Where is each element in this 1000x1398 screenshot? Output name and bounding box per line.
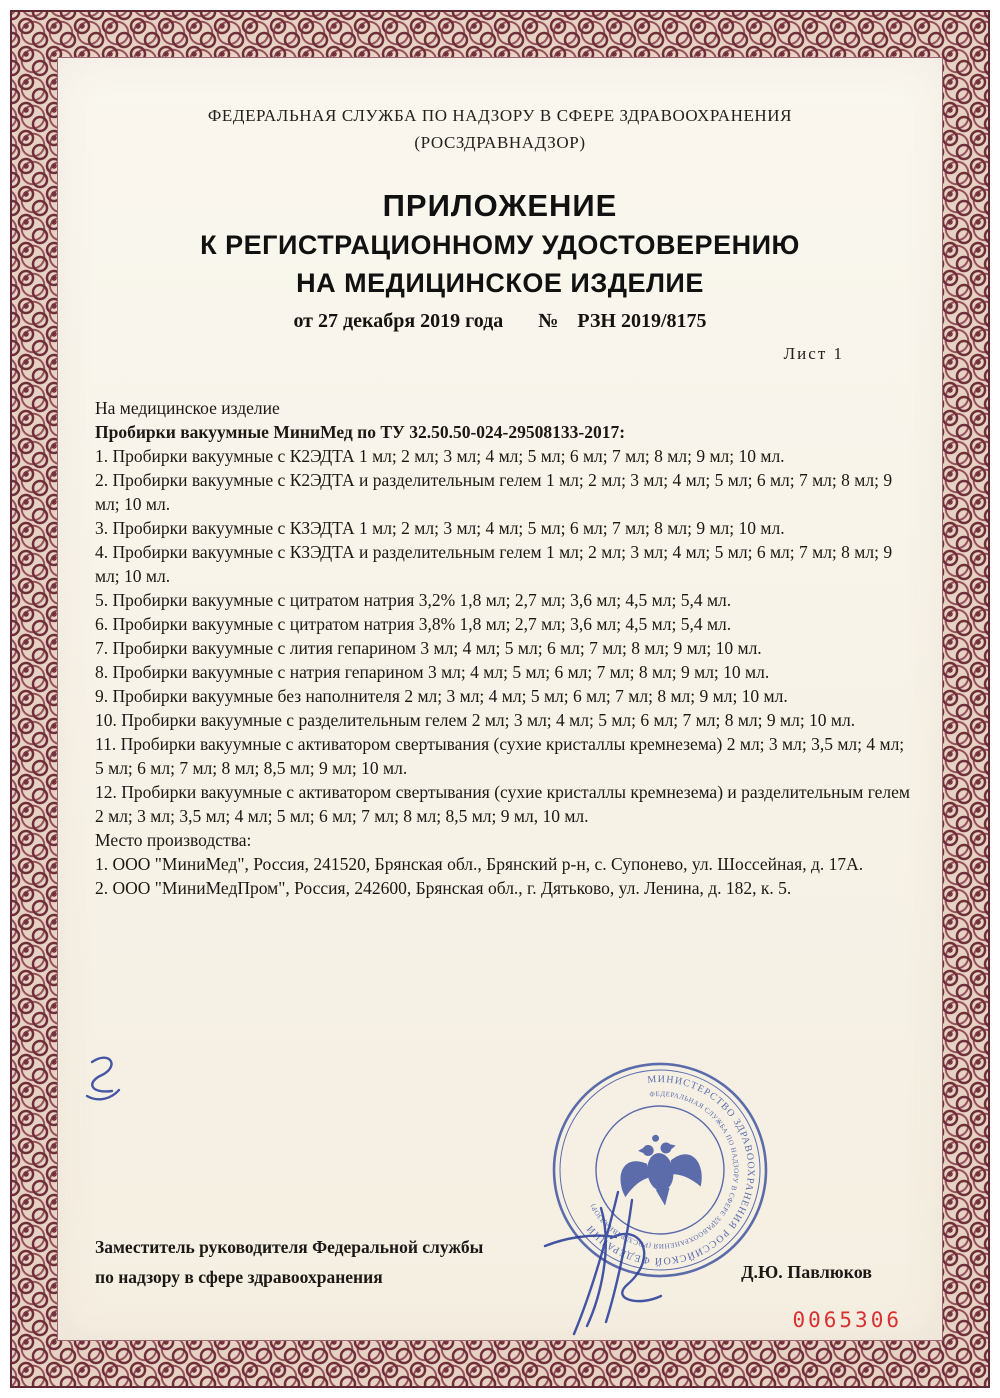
authority-short-name: (РОСЗДРАВНАДЗОР) [414,133,586,152]
signatory-name: Д.Ю. Павлюков [741,1262,872,1282]
document-body [95,396,910,900]
number-sign: № [538,310,559,332]
product-item: 2. Пробирки вакуумные с К2ЭДТА и разделительным гелем 1 мл; 2 мл; 3 мл; 4 мл; 5 мл; 6 мл; 7 мл; 8 мл; 9 мл; 10 мл. [95,470,893,514]
title-line-3: НА МЕДИЦИНСКОЕ ИЗДЕЛИЕ [296,268,704,298]
product-item: 5. Пробирки вакуумные с цитратом натрия 3,2% 1,8 мл; 2,7 мл; 3,6 мл; 4,5 мл; 5,4 мл. [95,590,732,610]
product-item: 9. Пробирки вакуумные без наполнителя 2 мл; 3 мл; 4 мл; 5 мл; 6 мл; 7 мл; 8 мл; 9 мл; 10 мл. [95,686,788,706]
production-label: Место производства: [95,830,252,850]
registration-meta [58,310,942,333]
product-item: 4. Пробирки вакуумные с КЗЭДТА и разделительным гелем 1 мл; 2 мл; 3 мл; 4 мл; 5 мл; 6 мл; 7 мл; 8 мл; 9 мл; 10 мл. [95,542,893,586]
date-prefix: от [293,310,313,332]
product-item: 7. Пробирки вакуумные с лития гепарином 3 мл; 4 мл; 5 мл; 6 мл; 7 мл; 8 мл; 9 мл; 10 мл. [95,638,762,658]
product-item: 10. Пробирки вакуумные с разделительным гелем 2 мл; 3 мл; 4 мл; 5 мл; 6 мл; 7 мл; 8 мл; 9 мл; 10 мл. [95,710,856,730]
signatory-position-line-2: по надзору в сфере здравоохранения [95,1267,383,1287]
body-intro: На медицинское изделие [95,398,280,418]
stamp-ring-outer-text: МИНИСТЕРСТВО ЗДРАВООХРАНЕНИЯ РОССИЙСКОЙ ФЕДЕРАЦИИ [584,1073,757,1267]
product-item: 3. Пробирки вакуумные с КЗЭДТА 1 мл; 2 мл; 3 мл; 4 мл; 5 мл; 6 мл; 7 мл; 8 мл; 9 мл; 10 мл. [95,518,785,538]
title-line-1: ПРИЛОЖЕНИЕ [382,188,618,223]
document-title [58,186,942,302]
product-item: 6. Пробирки вакуумные с цитратом натрия 3,8% 1,8 мл; 2,7 мл; 3,6 мл; 4,5 мл; 5,4 мл. [95,614,732,634]
issuing-authority [58,102,942,156]
registration-number: РЗН 2019/8175 [577,310,707,332]
product-item: 12. Пробирки вакуумные с активатором свертывания (сухие кристаллы кремнезема) и разделительным гелем 2 мл; 3 мл; 3,5 мл; 4 мл; 5 мл; 6 мл; 7 мл; 8 мл; 8,5 мл; 9 мл, 10 мл. [95,782,911,826]
registration-date: 27 декабря 2019 года [318,310,504,332]
authority-name: ФЕДЕРАЛЬНАЯ СЛУЖБА ПО НАДЗОРУ В СФЕРЕ ЗДРАВООХРАНЕНИЯ [207,106,793,125]
product-item: 11. Пробирки вакуумные с активатором свертывания (сухие кристаллы кремнезема) 2 мл; 3 мл; 3,5 мл; 4 мл; 5 мл; 6 мл; 7 мл; 8 мл; 8,5 мл; 9 мл; 10 мл. [95,734,905,778]
stamp-ring-inner-text: ФЕДЕРАЛЬНАЯ СЛУЖБА ПО НАДЗОРУ В СФЕРЕ ЗДРАВООХРАНЕНИЯ (РОСЗДРАВНАДЗОР) [588,1089,741,1251]
product-item: 1. Пробирки вакуумные с К2ЭДТА 1 мл; 2 мл; 3 мл; 4 мл; 5 мл; 6 мл; 7 мл; 8 мл; 9 мл; 10 мл. [95,446,785,466]
form-serial-number: 0065306 [792,1308,902,1332]
certificate-paper [58,58,942,1340]
product-title: Пробирки вакуумные МиниМед по ТУ 32.50.50-024-29508133-2017: [95,422,626,442]
production-site: 1. ООО "МиниМед", Россия, 241520, Брянская обл., Брянский р-н, с. Супонево, ул. Шоссейная, д. 17А. [95,854,864,874]
production-site: 2. ООО "МиниМедПром", Россия, 242600, Брянская обл., г. Дятьково, ул. Ленина, д. 182, к. 5. [95,878,792,898]
title-line-2: К РЕГИСТРАЦИОННОМУ УДОСТОВЕРЕНИЮ [200,230,800,260]
signatory-position-line-1: Заместитель руководителя Федеральной службы [95,1237,484,1257]
product-item: 8. Пробирки вакуумные с натрия гепарином 3 мл; 4 мл; 5 мл; 6 мл; 7 мл; 8 мл; 9 мл; 10 мл. [95,662,770,682]
sheet-number: Лист 1 [783,344,844,363]
